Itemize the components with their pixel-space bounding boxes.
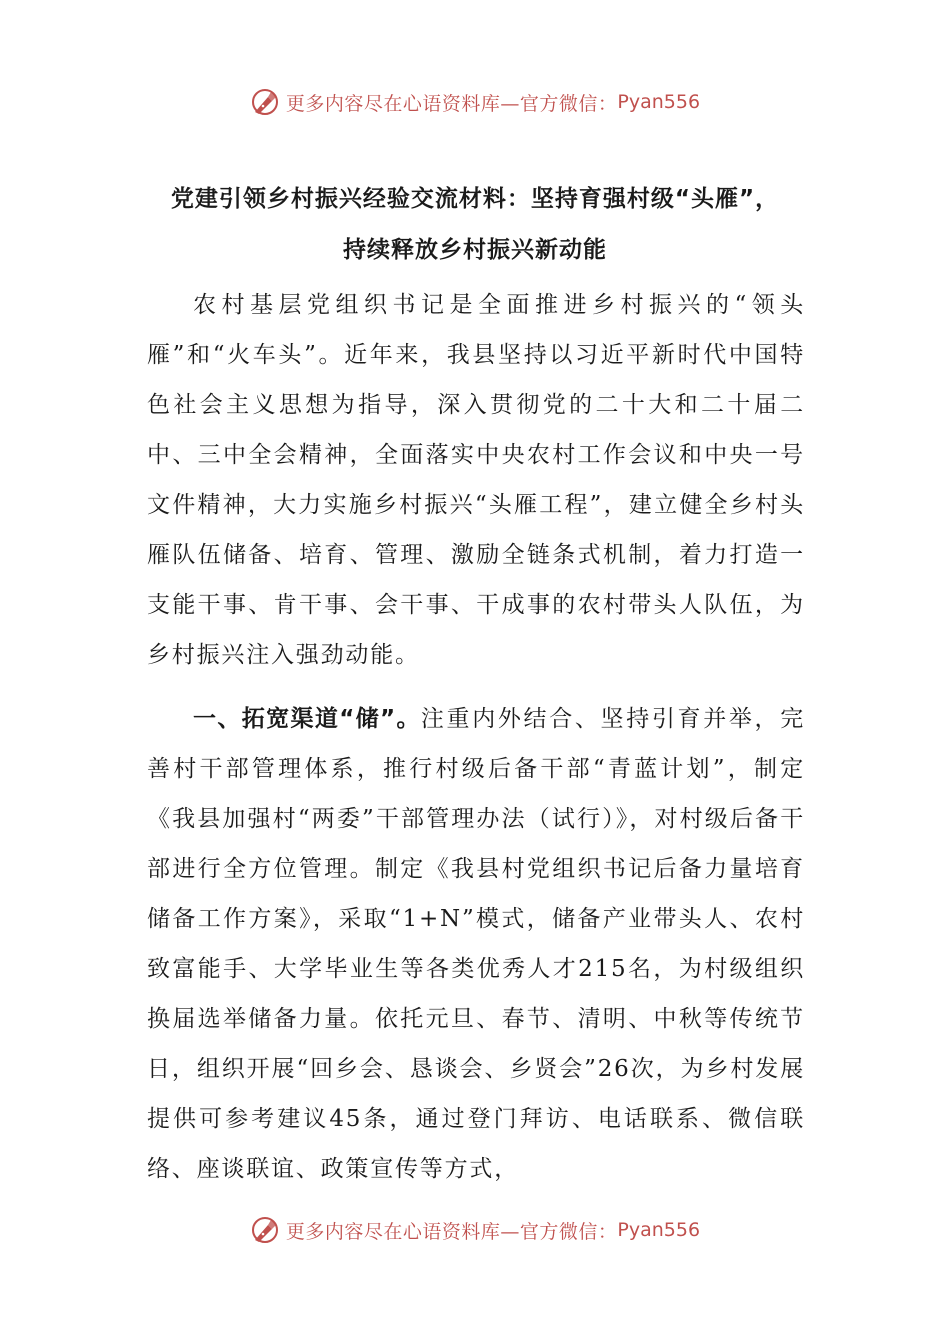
intro-paragraph [147,280,805,680]
paragraph-text: 注重内外结合、坚持引育并举，完善村干部管理体系，推行村级后备干部“青蓝计划”，制定《我县加强村“两委”干部管理办法（试行）》，对村级后备干部进行全方位管理。制定《我县村党组织书记后备力量培育储备工作方案》，采取“1+N”模式，储备产业带头人、农村致富能手、大学毕业生等各类优秀人才215名，为村级组织换届选举储备力量。依托元旦、春节、清明、中秋等传统节日，组织开展“回乡会、恳谈会、乡贤会”26次，为乡村发展提供可参考建议45条，通过登门拜访、电话联系、微信联络、座谈联谊、政策宣传等方式， [147,706,806,1182]
watermark-wechat-id: Pyan556 [617,1219,701,1241]
watermark-text: 更多内容尽在心语资料库—官方微信： [285,1220,618,1243]
document-body [147,280,805,1194]
watermark-text: 更多内容尽在心语资料库—官方微信： [285,92,618,115]
watermark-banner-bottom [0,1210,950,1250]
document-title-line1: 党建引领乡村振兴经验交流材料：坚持育强村级“头雁”， [170,186,780,212]
section-heading: 一、拓宽渠道“储”。 [193,706,421,732]
paragraph-text: 农村基层党组织书记是全面推进乡村振兴的“领头雁”和“火车头”。近年来，我县坚持以习近平新时代中国特色社会主义思想为指导，深入贯彻党的二十大和二十届二中、三中全会精神，全面落实中央农村工作会议和中央一号文件精神，大力实施乡村振兴“头雁工程”，建立健全乡村头雁队伍储备、培育、管理、激励全链条式机制，着力打造一支能干事、肯干事、会干事、干成事的农村带头人队伍，为乡村振兴注入强劲动能。 [147,292,805,668]
pen-nib-logo-icon [250,1215,280,1245]
pen-nib-logo-icon [250,87,280,117]
watermark-banner-top [0,82,950,122]
section-one-paragraph [147,694,805,1194]
watermark-wechat-id: Pyan556 [617,91,701,113]
document-title-line2: 持续释放乡村振兴新动能 [343,237,607,263]
